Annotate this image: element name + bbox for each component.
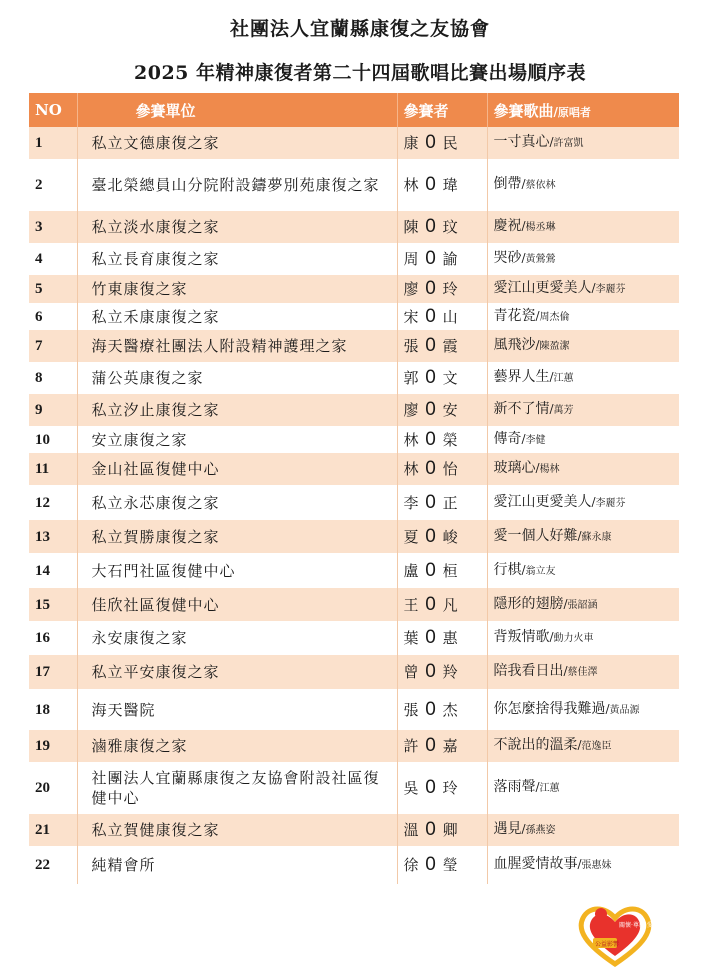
contestant-given-name: 正 [442,493,459,512]
original-singer: 范逸臣 [581,741,612,752]
contestant-name-mask: 0 [425,777,437,798]
song-title: 哭砂 [493,250,522,266]
song-title: 落雨聲 [493,779,536,795]
column-header-singer-label: 原唱者 [557,105,591,119]
original-singer: 江蕙 [553,373,574,384]
contestant-name [397,689,487,730]
row-number: 6 [29,303,77,330]
contestant-name-mask: 0 [425,248,437,269]
original-singer: 李健 [525,434,546,446]
participating-unit: 蒲公英康復之家 [77,362,397,394]
contestant-surname: 許 [403,737,420,755]
song-cell: 愛一個人好難/蘇永康 [493,527,612,544]
song-title: 慶祝 [493,218,522,234]
table-row [29,211,679,243]
song-title: 行棋 [493,561,522,578]
contestant-given-name: 文 [442,369,459,387]
song-cell: 藝界人生/江蕙 [493,369,574,385]
contestant-given-name: 玲 [442,280,459,298]
song-title: 傳奇 [493,430,522,447]
song-title: 陪我看日出 [493,663,564,679]
contestant-surname: 廖 [403,401,420,419]
table-header-row [29,93,679,127]
song-title: 新不了情 [493,401,550,417]
original-singer: 許富凱 [553,138,584,149]
song-cell: 不說出的溫柔/范逸臣 [493,737,612,753]
contestant-name [397,243,487,275]
contestant-name-mask: 0 [425,132,437,153]
performance-order-table [29,93,679,884]
table-row [29,553,679,588]
contestant-surname: 葉 [403,629,420,647]
participating-unit: 大石門社區復健中心 [77,553,397,588]
table-row [29,453,679,485]
participating-unit: 私立汐止康復之家 [77,394,397,426]
contestant-name [397,762,487,814]
contestant-given-name: 桓 [442,561,459,580]
song-title: 風飛沙 [493,337,536,353]
song-cell: 慶祝/楊丞琳 [493,218,556,234]
table-row [29,159,679,211]
original-singer: 楊林 [539,464,560,475]
contestant-name [397,303,487,330]
participating-unit: 社團法人宜蘭縣康復之友協會附設社區復健中心 [77,762,397,814]
column-header-no: NO [29,93,77,127]
song-cell: 血腥愛情故事/張惠妹 [493,856,612,872]
association-logo [575,900,655,968]
column-header-unit: 參賽單位 [77,93,397,127]
contestant-given-name: 凡 [442,595,459,614]
table-row [29,127,679,159]
contestant-given-name: 玟 [442,218,459,236]
contestant-surname: 張 [403,337,420,355]
row-number: 19 [29,730,77,762]
contestant-name [397,330,487,362]
original-singer: 黃鶯鶯 [525,254,556,265]
song-title: 遇見 [493,821,522,837]
song-title: 玻璃心 [493,460,536,476]
table-row [29,621,679,655]
contestant-surname: 周 [403,250,420,268]
participating-unit: 臺北榮總員山分院附設鑄夢別苑康復之家 [77,159,397,211]
contestant-surname: 林 [403,430,420,449]
contestant-name [397,485,487,520]
contestant-name [397,520,487,553]
song-title: 血腥愛情故事 [493,856,578,872]
table-row [29,330,679,362]
participating-unit: 永安康復之家 [77,621,397,655]
song-title: 愛江山更愛美人 [493,280,592,296]
contestant-surname: 康 [403,134,420,152]
song-cell: 背叛情歌/動力火車 [493,629,594,645]
original-singer: 蘇永康 [581,531,612,543]
contestant-name-mask: 0 [425,458,437,479]
song-title: 隱形的翅膀 [493,595,564,612]
song-title: 你怎麼捨得我難過 [493,700,606,717]
contestant-surname: 林 [403,176,420,194]
table-row [29,655,679,689]
song-title: 青花瓷 [493,307,536,324]
contestant-given-name: 羚 [442,663,459,681]
original-singer: 李麗芬 [595,497,626,509]
contestant-surname: 溫 [403,821,420,839]
participating-unit: 私立賀健康復之家 [77,814,397,846]
song-cell: 你怎麼捨得我難過/黃品源 [493,700,640,717]
contestant-name [397,394,487,426]
contestant-given-name: 諭 [442,250,459,268]
table-body [29,127,679,884]
contestant-given-name: 安 [442,401,459,419]
row-number: 20 [29,762,77,814]
original-singer: 蔡佳澤 [567,667,598,678]
participating-unit: 私立永芯康復之家 [77,485,397,520]
contestant-surname: 王 [403,595,420,614]
song-title: 背叛情歌 [493,629,550,645]
contestant-name-mask: 0 [425,174,437,195]
original-singer: 張韶涵 [567,599,598,611]
column-header-name: 參賽者 [397,93,487,127]
contestant-name [397,275,487,303]
song-cell: 風飛沙/陳盈潔 [493,337,570,353]
row-number: 8 [29,362,77,394]
row-number: 11 [29,453,77,485]
original-singer: 翁立友 [525,565,556,577]
original-singer: 江蕙 [539,783,560,794]
row-number: 12 [29,485,77,520]
song-cell: 哭砂/黃鶯鶯 [493,250,556,266]
contestant-given-name: 瑋 [442,176,459,194]
contestant-given-name: 山 [442,307,459,326]
row-number: 5 [29,275,77,303]
contestant-given-name: 民 [442,134,459,152]
contestant-surname: 李 [403,493,420,512]
song-cell: 傳奇/李健 [493,430,546,447]
original-singer: 陳盈潔 [539,341,570,352]
contestant-name [397,426,487,453]
row-number: 10 [29,426,77,453]
song-title: 愛一個人好難 [493,527,578,544]
contestant-name-mask: 0 [425,559,437,581]
contestant-given-name: 榮 [442,430,459,449]
song-cell: 隱形的翅膀/張韶涵 [493,595,598,612]
table-row [29,394,679,426]
song-title: 倒帶 [493,176,522,192]
contestant-name [397,846,487,884]
participating-unit: 海天醫療社團法人附設精神護理之家 [77,330,397,362]
contestant-surname: 郭 [403,369,420,387]
contestant-name-mask: 0 [425,525,437,547]
contestant-given-name: 瑩 [442,856,459,874]
document-title: 2025 年精神康復者第二十四屆歌唱比賽出場順序表 [134,62,586,84]
contestant-name [397,814,487,846]
row-number: 16 [29,621,77,655]
contestant-name [397,159,487,211]
contestant-name-mask: 0 [425,278,437,299]
column-header-song-label: 參賽歌曲 [493,101,554,120]
original-singer: 蔡依林 [525,180,556,191]
row-number: 22 [29,846,77,884]
original-singer: 楊丞琳 [525,222,556,233]
participating-unit: 海天醫院 [77,689,397,730]
contestant-name-mask: 0 [425,491,437,513]
contestant-name-mask: 0 [425,854,437,875]
participating-unit: 私立長育康復之家 [77,243,397,275]
participating-unit: 竹東康復之家 [77,275,397,303]
contestant-name-mask: 0 [425,305,437,327]
original-singer: 孫燕姿 [525,825,556,836]
contestant-given-name: 杰 [442,700,459,719]
contestant-given-name: 怡 [442,460,459,478]
table-row [29,303,679,330]
logo-person-head [595,908,607,920]
song-cell: 新不了情/萬芳 [493,401,574,417]
column-header-song: 參賽歌曲/原唱者 [493,101,591,120]
contestant-name [397,362,487,394]
participating-unit: 私立賀勝康復之家 [77,520,397,553]
table-row [29,275,679,303]
song-title: 愛江山更愛美人 [493,493,592,510]
contestant-name-mask: 0 [425,627,437,648]
participating-unit: 私立平安康復之家 [77,655,397,689]
contestant-name-mask: 0 [425,367,437,388]
original-singer: 萬芳 [553,405,574,416]
original-singer: 張惠妹 [581,860,612,871]
song-cell: 陪我看日出/蔡佳澤 [493,663,598,679]
contestant-surname: 宋 [403,307,420,326]
contestant-given-name: 嘉 [442,737,459,755]
contestant-given-name: 惠 [442,629,459,647]
table-row [29,689,679,730]
table-row [29,426,679,453]
contestant-name-mask: 0 [425,593,437,615]
contestant-name [397,588,487,621]
contestant-name [397,730,487,762]
row-number: 14 [29,553,77,588]
contestant-name [397,453,487,485]
contestant-given-name: 玲 [442,779,459,797]
contestant-name-mask: 0 [425,698,437,720]
table-row [29,485,679,520]
table-row [29,762,679,814]
song-cell: 青花瓷/周杰倫 [493,307,570,324]
logo-stamp-text: 公益影響 [595,941,620,948]
table-row [29,730,679,762]
participating-unit: 私立文德康復之家 [77,127,397,159]
participating-unit: 佳欣社區復健中心 [77,588,397,621]
original-singer: 黃品源 [609,704,640,716]
row-number: 21 [29,814,77,846]
contestant-surname: 張 [403,700,420,719]
contestant-surname: 曾 [403,663,420,681]
table-row [29,362,679,394]
contestant-name-mask: 0 [425,819,437,840]
contestant-surname: 夏 [403,527,420,546]
contestant-name [397,553,487,588]
table-row [29,846,679,884]
table-row [29,814,679,846]
contestant-name-mask: 0 [425,428,437,450]
contestant-given-name: 峻 [442,527,459,546]
original-singer: 動力火車 [553,633,594,644]
row-number: 7 [29,330,77,362]
song-cell: 一寸真心/許富凱 [493,134,584,150]
song-cell: 行棋/翁立友 [493,561,556,578]
table-row [29,520,679,553]
contestant-name-mask: 0 [425,335,437,356]
row-number: 18 [29,689,77,730]
song-title: 不說出的溫柔 [493,737,578,753]
song-cell: 愛江山更愛美人/李麗芬 [493,280,626,296]
row-number: 3 [29,211,77,243]
contestant-surname: 吳 [403,779,420,797]
participating-unit: 金山社區復健中心 [77,453,397,485]
contestant-name-mask: 0 [425,735,437,756]
row-number: 15 [29,588,77,621]
contestant-name [397,127,487,159]
contestant-surname: 盧 [403,561,420,580]
contestant-name-mask: 0 [425,661,437,682]
contestant-name [397,655,487,689]
song-cell: 倒帶/蔡依林 [493,176,556,192]
participating-unit: 滷雅康復之家 [77,730,397,762]
row-number: 1 [29,127,77,159]
contestant-surname: 林 [403,460,420,478]
table-row [29,243,679,275]
song-title: 一寸真心 [493,134,550,150]
song-title: 藝界人生 [493,369,550,385]
song-cell: 玻璃心/楊林 [493,460,560,476]
contestant-name [397,621,487,655]
contestant-surname: 陳 [403,218,420,236]
song-cell: 遇見/孫燕姿 [493,821,556,837]
song-cell: 愛江山更愛美人/李麗芬 [493,493,626,510]
row-number: 4 [29,243,77,275]
participating-unit: 私立禾康康復之家 [77,303,397,330]
contestant-surname: 徐 [403,856,420,874]
row-number: 17 [29,655,77,689]
participating-unit: 安立康復之家 [77,426,397,453]
original-singer: 周杰倫 [539,311,570,323]
row-number: 9 [29,394,77,426]
contestant-surname: 廖 [403,280,420,298]
row-number: 2 [29,159,77,211]
participating-unit: 純精會所 [77,846,397,884]
contestant-name-mask: 0 [425,399,437,420]
contestant-given-name: 卿 [442,821,459,839]
contestant-given-name: 霞 [442,337,459,355]
organization-name: 社團法人宜蘭縣康復之友協會 [229,18,490,40]
logo-badge-text: 關懷·尊嚴·愛 [619,922,653,929]
row-number: 13 [29,520,77,553]
contestant-name [397,211,487,243]
song-cell: 落雨聲/江蕙 [493,779,560,795]
original-singer: 李麗芬 [595,284,626,295]
contestant-name-mask: 0 [425,216,437,237]
participating-unit: 私立淡水康復之家 [77,211,397,243]
table-row [29,588,679,621]
